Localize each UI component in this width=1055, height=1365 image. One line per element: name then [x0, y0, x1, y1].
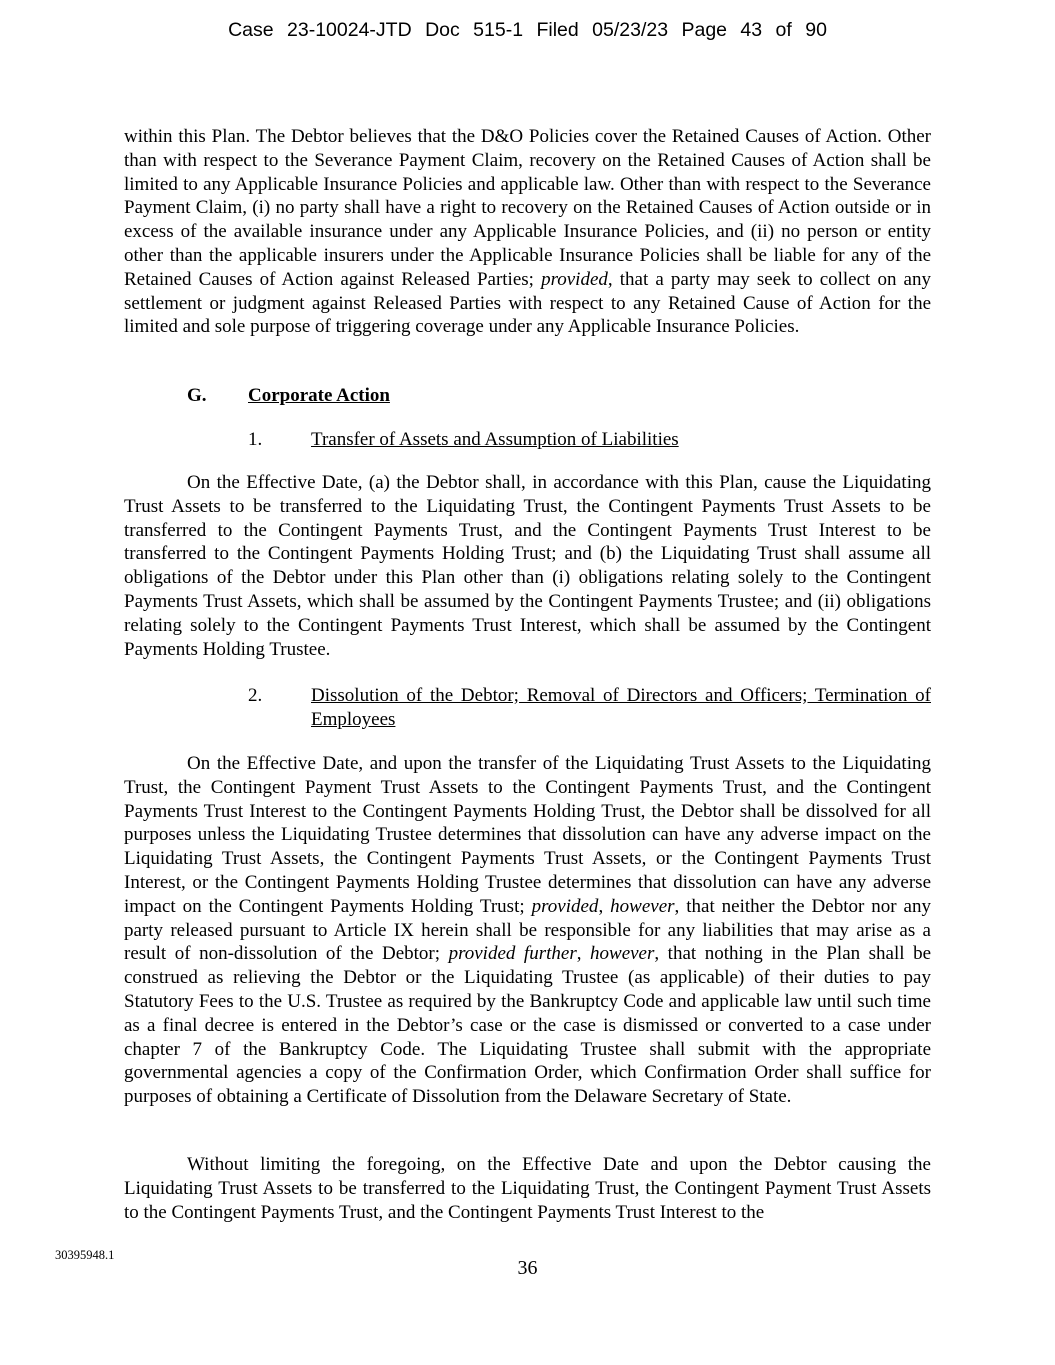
text: , that neither the Debtor nor any party released pursuant to Article IX herein shall be responsible for any liabilities that may arise as a result of non-dissolution of the Debtor;: [124, 895, 931, 965]
document-id: 30395948.1: [55, 1248, 115, 1262]
text: ,: [598, 895, 611, 917]
italic-text: provided: [541, 268, 608, 290]
italic-text: provided further: [448, 943, 577, 965]
text: , that a party may seek to collect on any settlement or judgment against Released Parties with respect to any Retained Cause of Action for the limited and sole purpose of triggering coverage under any Applicable Insurance Policies.: [124, 268, 931, 338]
case-header-stamp: Case 23-10024-JTD Doc 515-1 Filed 05/23/23 Page 43 of 90: [228, 19, 827, 41]
subsection-title: Transfer of Assets and Assumption of Liabilities: [311, 429, 679, 450]
text: ,: [576, 943, 591, 965]
italic-text: provided: [531, 895, 599, 917]
text: , that nothing in the Plan shall be construed as relieving the Debtor or the Liquidating Trustee (as applicable) of their duties to pay Statutory Fees to the U.S. Trustee as required by the Bankruptcy Code and applicable law until such time as a final decree is entered in the Debtor’s case or the case is dismissed or converted to a case under chapter 7 of the Bankruptcy Code. The Liquidating Trustee shall submit with the appropriate governmental agencies a copy of the Confirmation Order, which Confirmation Order shall suffice for purposes of obtaining a Certificate of Dissolution from the Delaware Secretary of State.: [124, 943, 932, 1108]
paragraph-retained-causes: [124, 125, 931, 339]
text: On the Effective Date, and upon the transfer of the Liquidating Trust Assets to the Liquidating Trust, the Contingent Payment Trust Assets to the Contingent Payments Trust, and the Contingent Payments Trust Interest to the Contingent Payments Holding Trust, the Debtor shall be dissolved for all purposes unless the Liquidating Trustee determines that dissolution can have any adverse impact on the Liquidating Trust Assets, the Contingent Payments Trust Assets, or the Contingent Payments Trust Interest, or the Contingent Payments Holding Trustee determines that dissolution can have any adverse impact on the Contingent Payments Holding Trust;: [124, 753, 931, 917]
italic-text: however: [610, 895, 675, 917]
section-number: G.: [187, 385, 207, 406]
italic-text: however: [590, 943, 655, 965]
section-title: Corporate Action: [248, 385, 390, 406]
subsection-number: 2.: [248, 685, 263, 706]
page-number: 36: [517, 1257, 538, 1279]
text: within this Plan. The Debtor believes that the D&O Policies cover the Retained Causes of Action. Other than with respect to the Severance Payment Claim, recovery on the Retained Causes of Action shall be limited to any Applicable Insurance Policies and applicable law. Other than with respect to the Severance Payment Claim, (i) no party shall have a right to recovery on the Retained Causes of Action outside or in excess of the available insurance under any Applicable Insurance Policies, and (ii) no person or entity other than the applicable insurers under the Applicable Insurance Policies shall be liable for any of the Retained Causes of Action against Released Parties;: [124, 126, 931, 290]
paragraph-without-limiting: Without limiting the foregoing, on the Effective Date and upon the Debtor causing the Liquidating Trust Assets to be transferred to the Liquidating Trust, the Contingent Payment Trust Assets to the Contingent Payments Trust, and the Contingent Payments Trust Interest to the: [124, 1154, 931, 1223]
subsection-number: 1.: [248, 429, 263, 450]
paragraph-dissolution: [124, 752, 931, 1109]
paragraph-transfer-of-assets: On the Effective Date, (a) the Debtor shall, in accordance with this Plan, cause the Liquidating Trust Assets to be transferred to the Liquidating Trust, the Contingent Payments Trust Assets to be transferred to the Contingent Payments Trust, and the Contingent Payments Trust Interest to be transferred to the Contingent Payments Holding Trust; and (b) the Liquidating Trust shall assume all obligations of the Debtor under this Plan other than (i) obligations relating solely to the Contingent Payments Trust Assets, which shall be assumed by the Contingent Payments Trustee; and (ii) obligations relating solely to the Contingent Payments Trust Interest, which shall be assumed by the Contingent Payments Holding Trustee.: [124, 472, 931, 660]
subsection-title: Dissolution of the Debtor; Removal of Directors and Officers; Termination of Employees: [311, 685, 931, 730]
